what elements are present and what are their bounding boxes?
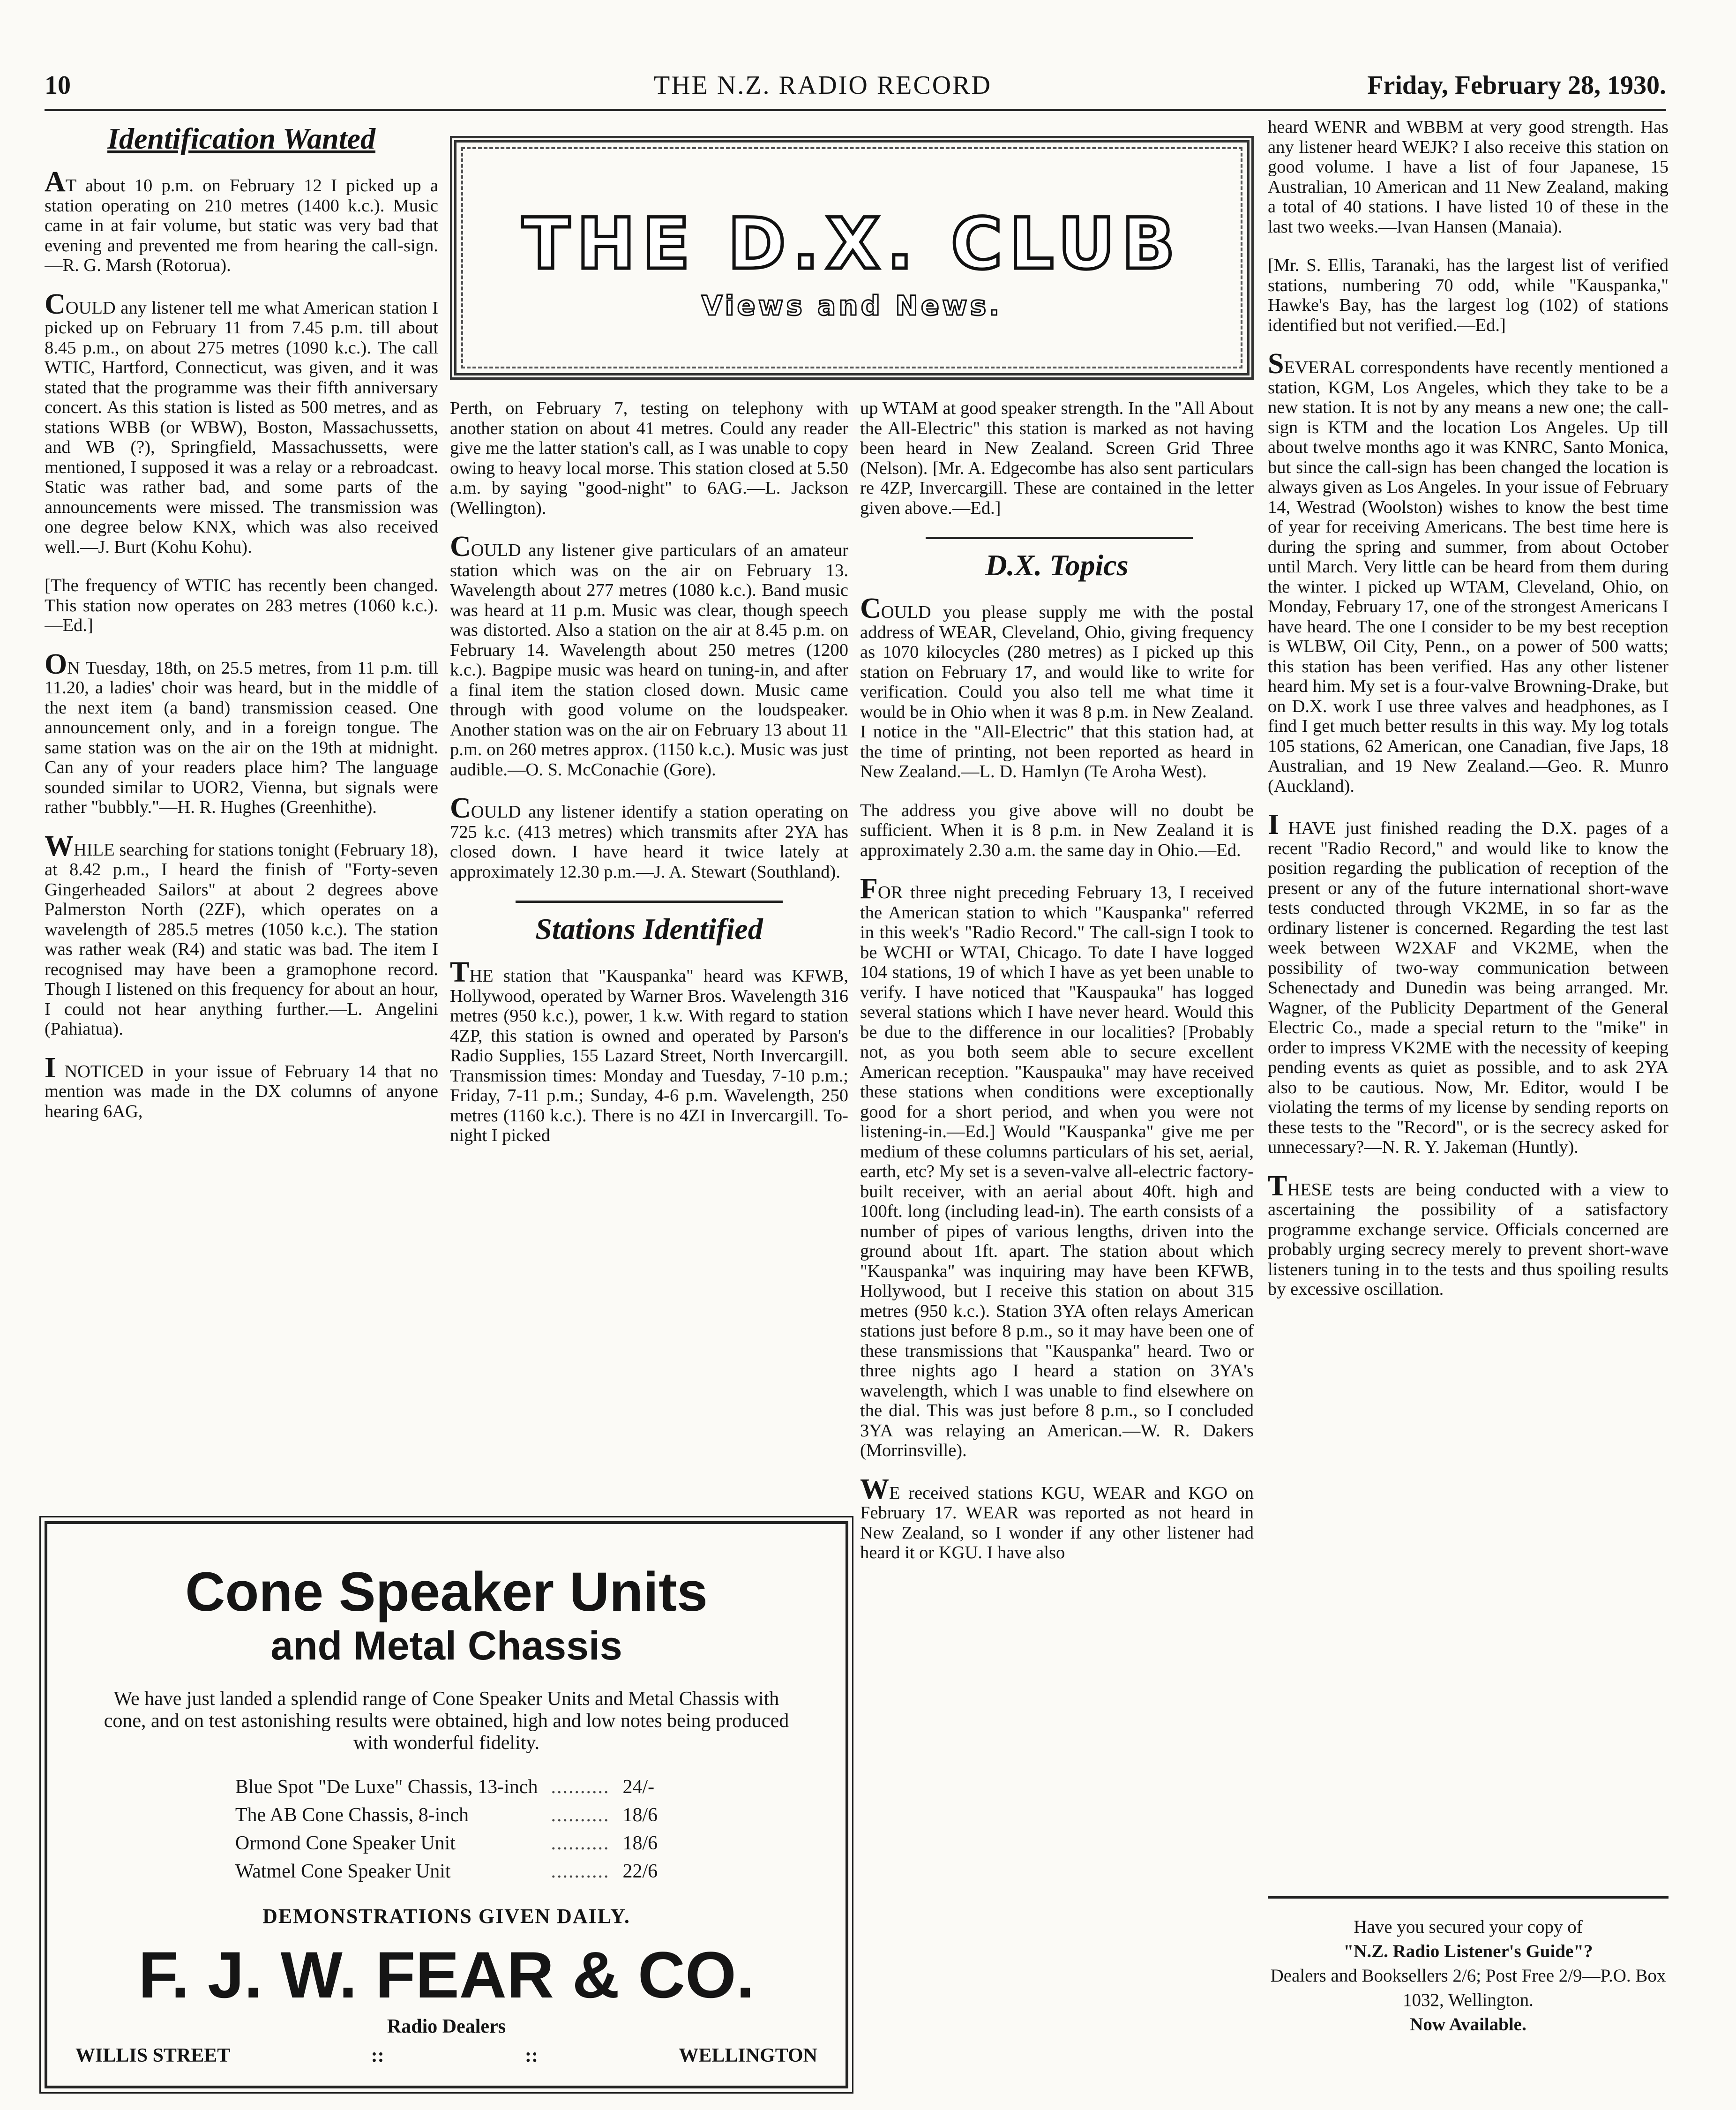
drop-cap: C: [45, 288, 66, 320]
letter: AT about 10 p.m. on February 12 I picked up a station operating on 210 metres (1400 k.c.). Music came in at fair volume, but static was very bad that evening and prevented me from hearing the call-sign.—R. G. Marsh (Rotorua).: [45, 166, 438, 275]
leader-dots: ..........: [551, 1804, 610, 1826]
item-price: 22/6: [622, 1861, 658, 1882]
item-price: 18/6: [622, 1832, 658, 1854]
letter-continued: up WTAM at good speaker strength. In the "All About the All-Electric" this station is marked as not having been heard in New Zealand. Screen Grid Three (Nelson). [Mr. A. Edgecombe has also sent particulars re 4ZP, Invercargill. These are contained in the letter given above.—Ed.]: [860, 398, 1254, 518]
listeners-guide-notice: [1268, 1915, 1669, 2037]
column-1: [45, 117, 438, 1502]
ad-title: Cone Speaker Units: [185, 1561, 708, 1623]
price-list: [229, 1773, 664, 1885]
header-rule: [45, 109, 1666, 111]
letter: SEVERAL correspondents have recently mentioned a station, KGM, Los Angeles, which they take to be a new station. It is not by any means a new one; the call-sign is KTM and the location Los Angeles. Up till about twelve months ago it was KNRC, Santo Monica, but since the call-sign has been changed the location is always given as Los Angeles. In your issue of February 14, Westrad (Woolston) wishes to know the best time of year for receiving Americans. The best time here is during the spring and summer, from about October until March. Very little can be heard from them during the winter. I picked up WTAM, Cleveland, Ohio, on Monday, February 17, one of the strongest Americans I have heard. The one I consider to be my best reception is WLBW, Oil City, Penn., on a power of 500 watts; this station has been verified. Has any other listener heard him. My set is a four-valve Browning-Drake, but on D.X. work I use three valves and headphones, as I find I get much better results in this way. My log totals 105 stations, 62 American, one Canadian, five Japs, 18 Australian, and 19 New Zealand.—Geo. R. Munro (Auckland).: [1268, 348, 1669, 796]
editor-reply: The address you give above will no doubt be sufficient. When it is 8 p.m. in New Zealand it is approximately 2.30 a.m. the same day in Ohio.—Ed.: [860, 800, 1254, 860]
guide-line-1: Have you secured your copy of: [1354, 1917, 1583, 1937]
address-separator: ::: [371, 2045, 384, 2066]
drop-cap: I: [45, 1051, 56, 1084]
section-divider: [516, 901, 783, 903]
price-row: [229, 1829, 664, 1857]
section-heading-stations-identified: Stations Identified: [535, 912, 763, 946]
price-row: [229, 1801, 664, 1829]
section-heading-identification-wanted: Identification Wanted: [107, 122, 375, 155]
dx-club-title: THE D.X. CLUB: [522, 203, 1182, 285]
guide-divider: [1268, 1896, 1669, 1899]
letter: COULD you please supply me with the postal address of WEAR, Cleveland, Ohio, giving frequency as 1070 kilocycles (280 metres) as I picked up this station on February 17, and would like to write for verification. Could you also tell me what time it would be in Ohio when it was 8 p.m. in New Zealand. I notice in the "All-Electric" that this station had, at the time of printing, not been reported as heard in New Zealand.—L. D. Hamlyn (Te Aroha West).: [860, 593, 1254, 781]
price-row: [229, 1857, 664, 1885]
page-header: [45, 70, 1666, 108]
column-3: [860, 398, 1254, 2091]
editor-note: [The frequency of WTIC has recently been changed. This station now operates on 283 metres (1060 k.c.).—Ed.]: [45, 576, 438, 635]
drop-cap: F: [860, 873, 878, 905]
column-4: [1268, 117, 1669, 1852]
letter: WHILE searching for stations tonight (February 18), at 8.42 p.m., I heard the finish of "Forty-seven Gingerheaded Sailors" at about 2 degrees above Palmerston North (2ZF), which operates on a wavelength of 285.5 metres (1050 k.c.). The station was rather weak (R4) and static was bad. The item I recognised may have been a gramophone record. Though I listened on this frequency for about an hour, I could not hear anything further.—L. Angelini (Pahiatua).: [45, 830, 438, 1039]
letter: ON Tuesday, 18th, on 25.5 metres, from 11 p.m. till 11.20, a ladies' choir was heard, but in the middle of the next item (a band) transmission ceased. One announcement only, and in a foreign tongue. The same station was on the air on the 19th at midnight. Can any of your readers place him? The language sounded similar to UOR2, Vienna, but signals were rather "bubbly."—H. R. Hughes (Greenhithe).: [45, 648, 438, 817]
item-name: Watmel Cone Speaker Unit: [235, 1861, 451, 1882]
leader-dots: ..........: [551, 1861, 610, 1882]
letter: WE received stations KGU, WEAR and KGO on February 17. WEAR was reported as not heard in New Zealand, so I wonder if any other listener had heard it or KGU. I have also: [860, 1473, 1254, 1562]
page-number: 10: [45, 71, 71, 100]
item-name: Blue Spot "De Luxe" Chassis, 13-inch: [235, 1776, 538, 1798]
section-heading-dx-topics: D.X. Topics: [985, 548, 1129, 582]
ad-intro: We have just landed a splendid range of Cone Speaker Units and Metal Chassis with cone, and on test astonishing results were obtained, high and low notes being produced with wonderful fidelity.: [104, 1688, 789, 1754]
drop-cap: C: [450, 531, 471, 563]
item-name: Ormond Cone Speaker Unit: [235, 1832, 456, 1854]
drop-cap: T: [1268, 1170, 1287, 1202]
masthead-title: THE N.Z. RADIO RECORD: [654, 71, 992, 100]
drop-cap: C: [450, 792, 471, 824]
drop-cap: C: [860, 593, 881, 624]
leader-dots: ..........: [551, 1832, 610, 1854]
company-name: F. J. W. FEAR & CO.: [138, 1938, 755, 2012]
letter: COULD any listener tell me what American station I picked up on February 11 from 7.45 p.m. till about 8.45 p.m., on about 275 metres (1090 k.c.). The call WTIC, Hartford, Connecticut, was given, and it was stated that the programme was their fifth anniversary concert. As this station is listed as 500 metres, and as stations WBB (or WBW), Boston, Massachussetts, and WB (?), Springfield, Massachussetts, were mentioned, I supposed it was a relay or a rebroadcast. Static was rather bad, and some parts of the announcements were missed. The transmission was one degree below KNX, which was also received well.—J. Burt (Kohu Kohu).: [45, 288, 438, 557]
dx-club-subtitle: Views and News.: [701, 290, 1003, 322]
drop-cap: T: [450, 956, 470, 988]
company-address: [75, 2044, 817, 2067]
letter: THE station that "Kauspanka" heard was KFWB, Hollywood, operated by Warner Bros. Wavelength 316 metres (950 k.c.), power, 1 k.w. With regard to station 4ZP, this station is owned and operated by Parson's Radio Supplies, 155 Lazard Street, North Invercargill. Transmission times: Monday and Tuesday, 7-10 p.m.; Friday, 7-11 p.m.; Sunday, 4-6 p.m. Wavelength, 250 metres (1160 k.c.). There is no 4ZI in Invercargill. To-night I picked: [450, 956, 848, 1145]
ad-subtitle: and Metal Chassis: [270, 1623, 622, 1668]
editor-note: [Mr. S. Ellis, Taranaki, has the largest list of verified stations, numbering 70 odd, while "Kauspanka," Hawke's Bay, has the largest log (102) of stations identified but not verified.—Ed.]: [1268, 255, 1669, 335]
editor-reply: THESE tests are being conducted with a view to ascertaining the possibility of a satisfactory programme exchange service. Officials concerned are probably urging secrecy merely to prevent short-wave listeners tuning in to the tests and thus spoiling results by excessive oscillation.: [1268, 1170, 1669, 1299]
section-divider: [926, 537, 1193, 539]
company-tagline: Radio Dealers: [387, 2016, 506, 2037]
drop-cap: I: [1268, 809, 1280, 841]
fear-co-advertisement: [45, 1521, 848, 2088]
drop-cap: S: [1268, 348, 1284, 380]
drop-cap: W: [45, 830, 74, 862]
item-price: 18/6: [622, 1804, 658, 1826]
letter: COULD any listener give particulars of an amateur station which was on the air on February 13. Wavelength about 277 metres (1080 k.c.). Band music was heard at 11 p.m. Music was clear, though speech was distorted. Also a station on the air at 8.45 p.m. on February 14. Wavelength about 250 metres (1200 k.c.). Bagpipe music was heard on tuning-in, and after a final item the station closed down. Music came through with good volume on the loudspeaker. Another station was on the air on February 13 about 11 p.m. on 260 metres approx. (1150 k.c.). Music was just audible.—O. S. McConachie (Gore).: [450, 531, 848, 780]
letter-continued: Perth, on February 7, testing on telephony with another station on about 41 metres. Could any reader give me the latter station's call, as I was unable to copy owing to heavy local morse. This station closed at 5.50 a.m. by saying "good-night" to 6AG.—L. Jackson (Wellington).: [450, 398, 848, 518]
drop-cap: W: [860, 1473, 889, 1505]
letter: I HAVE just finished reading the D.X. pages of a recent "Radio Record," and would like to know the position regarding the publication of reception of the present or any of the future international short-wave tests conducted through VK2ME, in so far as the ordinary listener is concerned. Regarding the test last week between W2XAF and VK2ME, when the possibility of two-way communication between Schenectady and Dunedin was being arranged. Mr. Wagner, of the Publicity Department of the General Electric Co., made a special return to the "mike" in order to impress VK2ME with the necessity of keeping pending events as quiet as possible, and to ask 2YA also to be cautious. Now, Mr. Editor, would I be violating the terms of my license by sending reports on these tests to the "Record", or is the secrecy asked for unnecessary?—N. R. Y. Jakeman (Huntly).: [1268, 809, 1669, 1157]
column-2: [450, 398, 848, 1500]
letter: I NOTICED in your issue of February 14 that no mention was made in the DX columns of anyone hearing 6AG,: [45, 1051, 438, 1121]
address-separator: ::: [525, 2045, 538, 2066]
ad-demonstrations: DEMONSTRATIONS GIVEN DAILY.: [262, 1905, 630, 1928]
issue-date: Friday, February 28, 1930.: [1367, 71, 1666, 100]
guide-title: "N.Z. Radio Listener's Guide"?: [1343, 1941, 1593, 1961]
drop-cap: O: [45, 648, 67, 680]
drop-cap: A: [45, 166, 66, 198]
item-name: The AB Cone Chassis, 8-inch: [235, 1804, 469, 1826]
item-price: 24/-: [622, 1776, 655, 1798]
letter: COULD any listener identify a station operating on 725 k.c. (413 metres) which transmits after 2YA has closed down. I have heard it twice lately at approximately 12.30 p.m.—J. A. Stewart (Southland).: [450, 792, 848, 882]
leader-dots: ..........: [551, 1776, 610, 1798]
address-city: WELLINGTON: [679, 2045, 817, 2066]
address-street: WILLIS STREET: [75, 2045, 231, 2066]
price-row: [229, 1773, 664, 1801]
letter: FOR three night preceding February 13, I received the American station to which "Kauspanka" referred in this week's "Radio Record." The call-sign I took to be WCHI or WTAI, Chicago. To date I have logged 104 stations, 19 of which I have as yet been unable to verify. I have noticed that "Kauspauka" has logged several stations which I have never heard. Would this be due to the difference in our localities? [Probably not, as you both seem able to secure excellent American reception. "Kauspauka" may have received these stations when conditions were exceptionally good for a short period, and when you were not listening-in.—Ed.] Would "Kauspanka" give me per medium of these columns particulars of his set, aerial, earth, etc? My set is a seven-valve all-electric factory-built receiver, with an aerial about 40ft. high and 100ft. long (including lead-in). The earth consists of a number of pipes of various lengths, driven into the ground about 1ft. apart. The station about which "Kauspanka" was inquiring may have been KFWB, Hollywood, but I receive this station on about 315 metres (950 k.c.). Station 3YA often relays American stations just before 8 p.m., so it may have been one of these transmissions that "Kauspanka" heard. Two or three nights ago I heard a station on 3YA's wavelength, which I was unable to find elsewhere on the dial. This was just before 8 p.m., so I concluded 3YA was relaying an American.—W. R. Dakers (Morrinsville).: [860, 873, 1254, 1460]
dx-club-banner: [450, 136, 1254, 380]
guide-availability: Now Available.: [1410, 2014, 1526, 2035]
letter-continued: heard WENR and WBBM at very good strength. Has any listener heard WEJK? I also receive this station on good volume. I have a list of four Japanese, 15 Australian, 10 American and 11 New Zealand, making a total of 40 stations. I have listed 10 of these in the last two weeks.—Ivan Hansen (Manaia).: [1268, 117, 1669, 237]
guide-price-line: Dealers and Booksellers 2/6; Post Free 2/9—P.O. Box 1032, Wellington.: [1270, 1966, 1666, 2010]
